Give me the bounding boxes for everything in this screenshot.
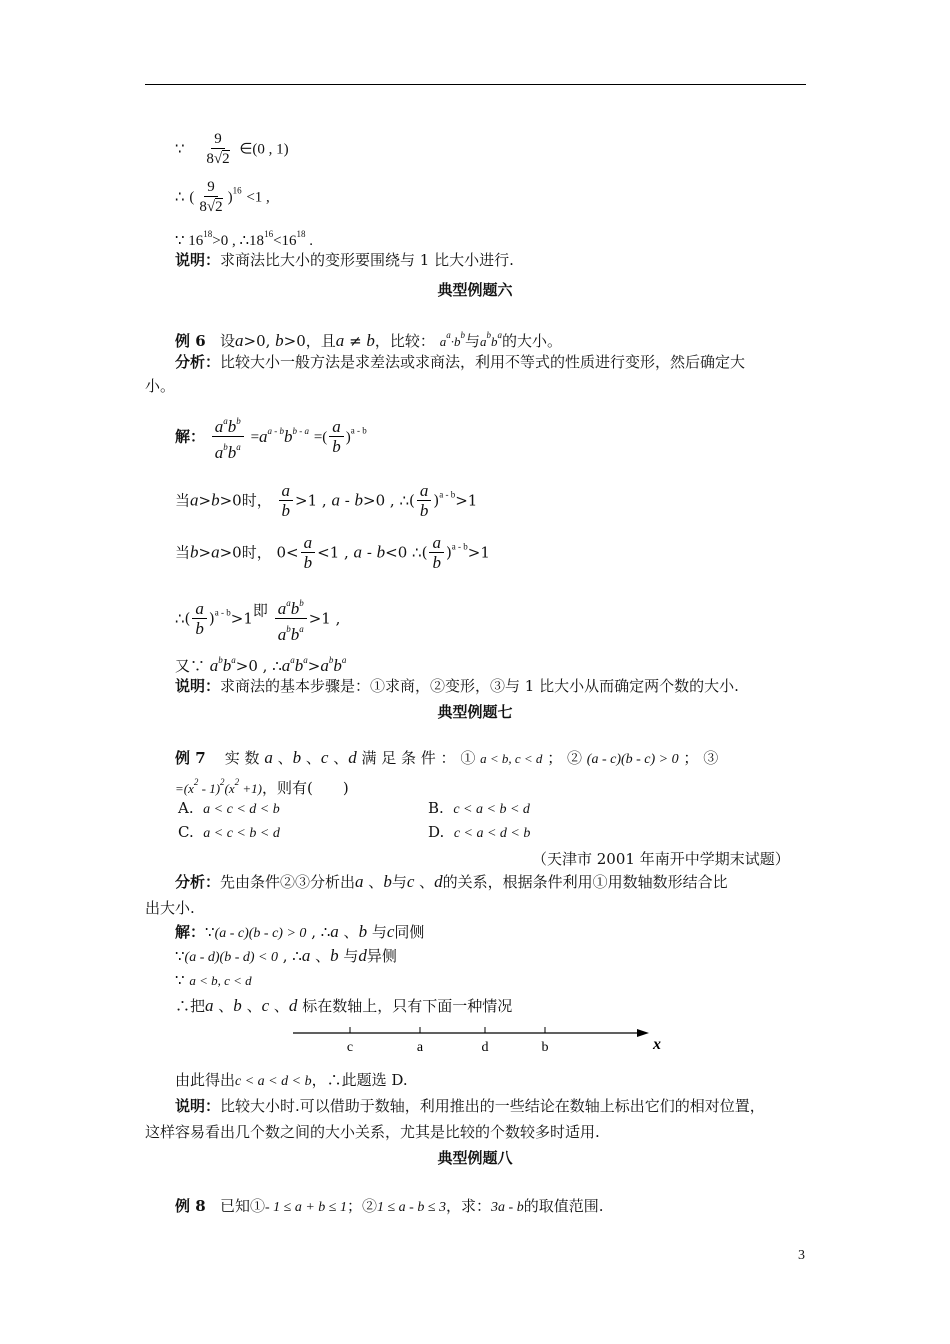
ex7-sol-1: 解：∵(a - c)(b - c) > 0 , ∴a 、b 与c同侧 <box>175 922 425 941</box>
ex7-conclusion: 由此得出c < a < d < b，∴此题选 D. <box>175 1071 408 1089</box>
label-b: b <box>541 1040 549 1055</box>
conclusion-line: ∴ ( $\frac{9}{8√2}$ )$^{16}$ <1 , <box>175 179 270 215</box>
option-d: D. c < a < d < b <box>428 823 531 841</box>
page-number: 3 <box>798 1248 805 1263</box>
ex6-case2: 当b>a>0时， 0< $\frac{a}{b}$ <1 , a - b<0 ∴( $\frac{a}{b}$ )$^{a - b}$>1 <box>175 533 490 572</box>
ex6-analysis-2: 小。 <box>145 377 176 395</box>
ex7-analysis-2: 出大小. <box>145 899 195 917</box>
ex6-analysis-1: 分析：比较大小一般方法是求差法或求商法，利用不等式的性质进行变形，然后确定大 <box>175 353 746 371</box>
ex7-statement: 例 7 实 数 a 、b 、c 、d 满 足 条 件 ： ① a < b, c < d ； ② (a - c)(b - c) > 0 ； ③ <box>175 748 719 767</box>
premise-line: ∵ $\frac{9}{8√2}$ ∈(0 , 1) <box>175 131 289 167</box>
option-b: B. c < a < b < d <box>428 799 530 817</box>
ex7-statement-2: $=(x^2 - 1)^2(x^2 +1)$，则有( ) <box>175 777 349 797</box>
ex6-case1: 当a>b>0时， $\frac{a}{b}$ >1 , a - b>0 , ∴( $\frac{a}{b}$ )$^{a - b}$>1 <box>175 481 478 520</box>
option-a: A. a < c < d < b <box>178 799 280 817</box>
source-note: （天津市 2001 年南开中学期末试题） <box>532 850 790 868</box>
heading-ex6: 典型例题六 <box>437 281 513 299</box>
ex7-sol-4: ∴把a 、b 、c 、d 标在数轴上，只有下面一种情况 <box>175 996 513 1015</box>
ex7-sol-2: ∵(a - d)(b - d) < 0 , ∴a 、b 与d异侧 <box>175 946 397 965</box>
ex6-statement: 例 6 设a>0, b>0，且a ≠ b，比较： $a^a\cdot b^b$与$a^bb^a$的大小。 <box>175 330 562 350</box>
ex7-analysis-1: 分析：先由条件②③分析出a 、b与c 、d的关系，根据条件利用①用数轴数形结合比 <box>175 872 728 891</box>
heading-ex7: 典型例题七 <box>437 703 513 721</box>
note-2: 说明：求商法的基本步骤是：①求商，②变形，③与 1 比大小从而确定两个数的大小. <box>175 677 739 695</box>
note-3: 说明：比较大小时.可以借助于数轴，利用推出的一些结论在数轴上标出它们的相对位置， <box>175 1097 765 1115</box>
fraction: $\frac{9}{8√2}$ <box>199 179 223 215</box>
heading-ex8: 典型例题八 <box>437 1149 513 1167</box>
ex6-also: 又∵ $a^bb^a>0$ , $\therefore a^ab^a>a^bb^a$ <box>175 655 347 675</box>
axis-var: x <box>653 1036 661 1053</box>
label-d: d <box>481 1040 489 1055</box>
axis-arrow <box>637 1029 649 1037</box>
label-c: c <box>346 1040 354 1055</box>
ex8-statement: 例 8 已知①- 1 ≤ a + b ≤ 1；②1 ≤ a - b ≤ 3，求：3a - b的取值范围. <box>175 1197 604 1215</box>
note-3-cont: 这样容易看出几个数之间的大小关系，尤其是比较的个数较多时适用. <box>145 1123 600 1141</box>
note-1: 说明：求商法比大小的变形要围绕与 1 比大小进行. <box>175 251 514 269</box>
ex7-sol-3: ∵ a < b, c < d <box>175 971 252 989</box>
fraction: $\frac{9}{8√2}$ <box>206 131 230 167</box>
compare-line: ∵ $16^{18}>0$ , $\therefore 18^{16}<16^{18}$ . <box>175 229 314 249</box>
header-rule <box>145 84 806 85</box>
number-line <box>285 1024 675 1060</box>
ex6-then: ∴( $\frac{a}{b}$ )$^{a - b}$>1即 $\frac{a^ab^b}{a^bb^a}$ >1 , <box>175 594 340 645</box>
ex6-solution: 解： $\frac{a^ab^b}{a^bb^a}$ $=a^{a - b}b^{b - a}$ =( $\frac{a}{b}$ )$^{a - b}$ <box>175 412 367 463</box>
option-c: C. a < c < b < d <box>178 823 280 841</box>
label-a: a <box>416 1040 424 1055</box>
